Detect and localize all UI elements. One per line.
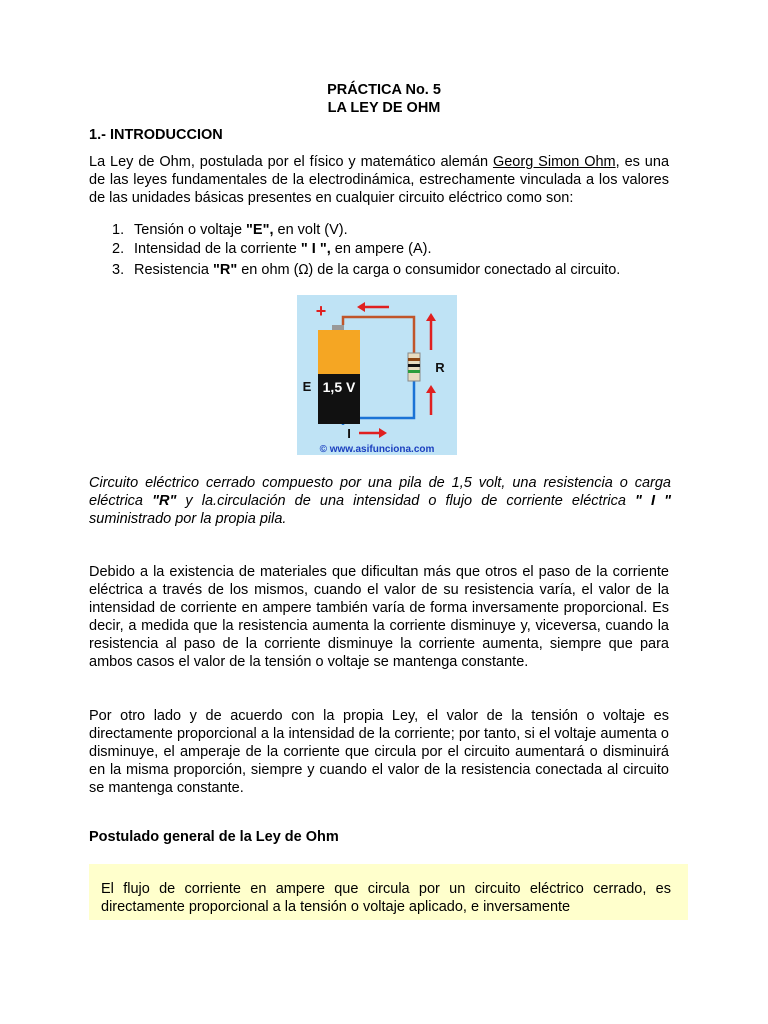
list-number: 3. xyxy=(112,262,125,278)
postulado-text: El flujo de corriente en ampere que circula por un circuito eléctrico cerrado, es directamente proporcional a la tensión o voltaje aplicado, e inversamente xyxy=(101,881,671,915)
practice-title: PRÁCTICA No. 5 xyxy=(327,82,441,98)
list-text: en volt (V). xyxy=(273,222,348,238)
caption-text: y la.circulación de una intensidad o flujo de corriente eléctrica xyxy=(176,493,636,509)
list-text: en ohm ( xyxy=(237,262,299,278)
georg-simon-ohm-link[interactable]: Georg Simon Ohm xyxy=(492,154,616,170)
caption-bold: "R" xyxy=(152,493,177,509)
list-item xyxy=(112,262,620,278)
i-label: I xyxy=(347,426,351,441)
list-text: Resistencia xyxy=(134,262,213,278)
section-heading-introduccion: 1.- INTRODUCCION xyxy=(89,127,223,143)
caption-text: suministrado por la propia pila. xyxy=(89,511,287,527)
resistor-band xyxy=(408,370,420,373)
list-bold: " I ", xyxy=(300,241,331,257)
list-text: ) de la carga o consumidor conectado al circuito. xyxy=(308,262,621,278)
r-label: R xyxy=(435,360,445,375)
list-text: en ampere (A). xyxy=(330,241,432,257)
list-text: Tensión o voltaje xyxy=(134,222,247,238)
list-number: 1. xyxy=(112,222,125,238)
section-heading-postulado: Postulado general de la Ley de Ohm xyxy=(89,829,339,845)
battery-label: 1,5 V xyxy=(322,379,356,395)
caption-text: Circuito eléctrico cerrado compuesto por una pila de 1,5 volt, una resistencia o carga eléctrica xyxy=(89,475,671,509)
e-label: E xyxy=(302,379,312,394)
list-item xyxy=(112,241,431,257)
figure-caption xyxy=(89,474,671,528)
caption-bold: " I " xyxy=(635,493,671,509)
plus-label: + xyxy=(315,301,327,321)
list-item xyxy=(112,222,348,238)
list-bold: "R" xyxy=(212,262,238,278)
credit-text: © www.asifunciona.com xyxy=(319,444,435,455)
list-text: Intensidad de la corriente xyxy=(134,241,301,257)
intro-text-end: , es una de las leyes fundamentales de la electrodinámica, estrechamente vinculada a los valores de las unidades básicas presentes en cualquier circuito eléctrico como son: xyxy=(89,154,670,206)
resistor-band xyxy=(408,364,420,367)
postulado-box xyxy=(89,864,688,920)
battery-top xyxy=(318,330,360,374)
document-title: LA LEY DE OHM xyxy=(327,100,441,116)
omega-symbol: Ω xyxy=(298,263,309,278)
list-bold: "E", xyxy=(246,222,274,238)
circuit-figure xyxy=(297,295,457,455)
resistor-band xyxy=(408,358,420,361)
circuit-diagram xyxy=(297,295,457,455)
minus-label: − xyxy=(318,414,328,431)
intro-text-start: La Ley de Ohm, postulada por el físico y matemático alemán xyxy=(89,154,493,170)
resistance-paragraph: Debido a la existencia de materiales que dificultan más que otros el paso de la corriente eléctrica a través de los mismos, cuando el valor de su resistencia varía, el valor de la intensidad de corriente en ampere también varía de forma inversamente proporcional. Es decir, a medida que la resistencia aumenta la corriente disminuye y, viceversa, cuando la resistencia al paso de la corriente disminuye la corriente aumenta, siempre que para ambos casos el valor de la tensión o voltaje se mantenga constante. xyxy=(89,564,669,670)
proportionality-paragraph: Por otro lado y de acuerdo con la propia Ley, el valor de la tensión o voltaje es directamente proporcional a la intensidad de la corriente; por tanto, si el voltaje aumenta o disminuye, el amperaje de la corriente que circula por el circuito aumentará o disminuirá en la misma proporción, siempre y cuando el valor de la resistencia conectada al circuito se mantenga constante. xyxy=(89,708,669,796)
battery-terminal xyxy=(332,325,344,330)
list-number: 2. xyxy=(112,241,125,257)
intro-paragraph xyxy=(89,153,669,207)
